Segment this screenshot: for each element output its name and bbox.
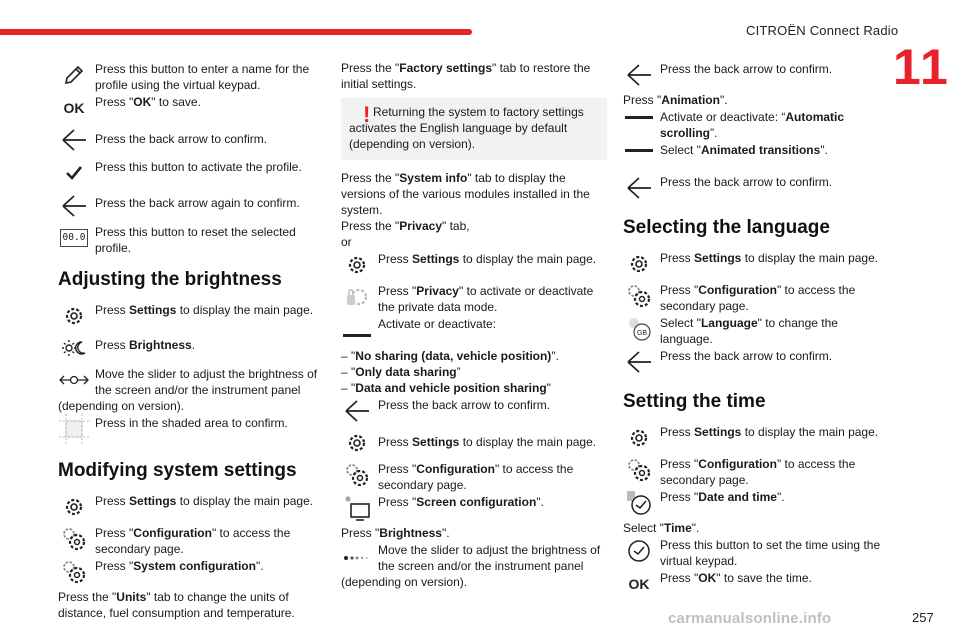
reset-counter-icon: 00.0: [58, 223, 90, 253]
settings-gear-icon: [341, 428, 373, 458]
step-set-time: Press this button to set the time using the virtual keypad.: [623, 536, 889, 569]
header-red-bar: [0, 29, 472, 35]
step-reset-profile: 00.0 Press this button to reset the selected profile.: [58, 223, 324, 257]
clock-icon: [623, 488, 655, 518]
svg-text:GB: GB: [636, 330, 648, 337]
step-activate-profile: Press this button to activate the profile.: [58, 158, 324, 191]
warning-box: ! Returning the system to factory settings activates the English language by default (depending on version).: [341, 98, 607, 160]
step-date-time: Press "Date and time".: [623, 488, 889, 520]
step-activate-deactivate: Activate or deactivate:: [341, 315, 607, 343]
configuration-gears-icon: [58, 557, 90, 587]
back-arrow-icon: [623, 347, 655, 377]
units-paragraph: Press the "Units" tab to change the units of distance, fuel consumption and temperature.: [58, 590, 295, 620]
step-privacy-settings: Press Settings to display the main page.: [341, 250, 607, 282]
step-auto-scrolling: Activate or deactivate: “Automatic scrolling”.: [623, 108, 889, 141]
screen-brightness-icon: [341, 493, 373, 523]
clock-check-icon: [623, 536, 655, 566]
ok-icon: OK: [58, 93, 90, 123]
step-ok-save-time: OK Press "OK" to save the time.: [623, 569, 889, 601]
toggle-bar-icon: [623, 141, 655, 171]
heading-language: Selecting the language: [623, 217, 830, 238]
watermark: carmanualsonline.info: [668, 610, 832, 627]
step-time-settings: Press Settings to display the main page.: [623, 423, 889, 455]
settings-gear-icon: [623, 249, 655, 279]
header-title: CITROËN Connect Radio: [746, 23, 899, 38]
warning-icon: !: [363, 102, 371, 127]
language-icon: [623, 314, 655, 344]
step-enter-name: Press this button to enter a name for the profile using the virtual keypad.: [58, 60, 324, 93]
step-language-settings: Press Settings to display the main page.: [623, 249, 889, 281]
step-language-configuration: Press "Configuration" to access the secondary page.: [623, 281, 889, 314]
option-no-sharing: – "No sharing (data, vehicle position)".: [341, 349, 559, 363]
column-2: [341, 60, 607, 590]
settings-gear-icon: [623, 423, 655, 453]
step-animated-transitions: Select "Animated transitions".: [623, 141, 889, 173]
or-text: or: [341, 235, 352, 249]
slider-icon: [58, 365, 90, 395]
chapter-number: 11: [893, 39, 950, 95]
step-brightness-settings: Press Settings to display the main page.: [58, 301, 324, 333]
step-back-confirm-4: Press the back arrow to confirm.: [623, 173, 889, 205]
back-arrow-icon: [58, 125, 90, 155]
back-arrow-icon: [341, 396, 373, 426]
settings-gear-icon: [341, 250, 373, 280]
step-system-settings: Press Settings to display the main page.: [58, 492, 324, 524]
column-3: [623, 60, 889, 601]
step-screen-configuration: Press "Screen configuration".: [341, 493, 607, 525]
factory-settings-paragraph: Press the "Factory settings" tab to restore the initial settings.: [341, 61, 591, 91]
step-back-again: Press the back arrow again to confirm.: [58, 191, 324, 223]
configuration-gears-icon: [58, 524, 90, 554]
step-screen-slider: Move the slider to adjust the brightness of the screen and/or the instrument panel (depending on version).: [341, 543, 601, 589]
heading-brightness: Adjusting the brightness: [58, 269, 282, 290]
step-brightness-button: Press Brightness.: [58, 333, 324, 365]
animation-paragraph: Press "Animation".: [623, 93, 728, 107]
slider-dots-icon: [341, 541, 373, 571]
option-data-position-sharing: – "Data and vehicle position sharing": [341, 381, 551, 395]
ok-icon: OK: [623, 569, 655, 599]
step-screen-settings: Press Settings to display the main page.: [341, 428, 607, 460]
settings-gear-icon: [58, 301, 90, 331]
step-time-configuration: Press "Configuration" to access the secondary page.: [623, 455, 889, 488]
pencil-icon: [58, 60, 90, 90]
configuration-gears-icon: [623, 281, 655, 311]
back-arrow-icon: [623, 173, 655, 203]
step-shaded-area: Press in the shaded area to confirm.: [58, 414, 324, 448]
brightness-icon: [58, 333, 90, 363]
step-system-configuration: Press "Configuration" to access the secondary page.: [58, 524, 324, 557]
privacy-gear-icon: [341, 282, 373, 312]
option-data-sharing: – "Only data sharing”: [341, 365, 461, 379]
heading-time: Setting the time: [623, 391, 766, 412]
page-number: 257: [912, 610, 934, 625]
toggle-bar-icon: [341, 315, 373, 345]
step-back-confirm: Press the back arrow to confirm.: [58, 125, 324, 158]
step-system-config-submenu: Press "System configuration".: [58, 557, 324, 589]
step-privacy-mode: Press "Privacy" to activate or deactivate the private data mode.: [341, 282, 607, 315]
step-ok-save: OK Press "OK" to save.: [58, 93, 324, 125]
step-screen-configuration-access: Press "Configuration" to access the secondary page.: [341, 460, 607, 493]
system-info-paragraph: Press the "System info" tab to display the versions of the various modules installed in the system.: [341, 171, 590, 217]
step-language-select: GB Select "Language" to change the language.: [623, 314, 889, 347]
checkmark-icon: [58, 158, 90, 188]
step-privacy-back: Press the back arrow to confirm.: [341, 396, 607, 428]
configuration-gears-icon: [623, 455, 655, 485]
back-arrow-icon: [58, 191, 90, 221]
step-back-confirm-3: Press the back arrow to confirm.: [623, 60, 889, 92]
shaded-area-icon: [58, 414, 90, 444]
heading-system-settings: Modifying system settings: [58, 460, 297, 481]
configuration-gears-icon: [341, 460, 373, 490]
settings-gear-icon: [58, 492, 90, 522]
column-1: [58, 60, 324, 621]
toggle-bar-icon: [623, 108, 655, 138]
back-arrow-icon: [623, 60, 655, 90]
step-brightness-slider: Move the slider to adjust the brightness of the screen and/or the instrument panel (depending on version).: [58, 367, 318, 413]
step-language-back: Press the back arrow to confirm.: [623, 347, 889, 379]
select-time-paragraph: Select "Time".: [623, 521, 700, 535]
brightness-paragraph: Press "Brightness".: [341, 526, 450, 540]
privacy-tab-paragraph: Press the "Privacy" tab,: [341, 219, 470, 233]
